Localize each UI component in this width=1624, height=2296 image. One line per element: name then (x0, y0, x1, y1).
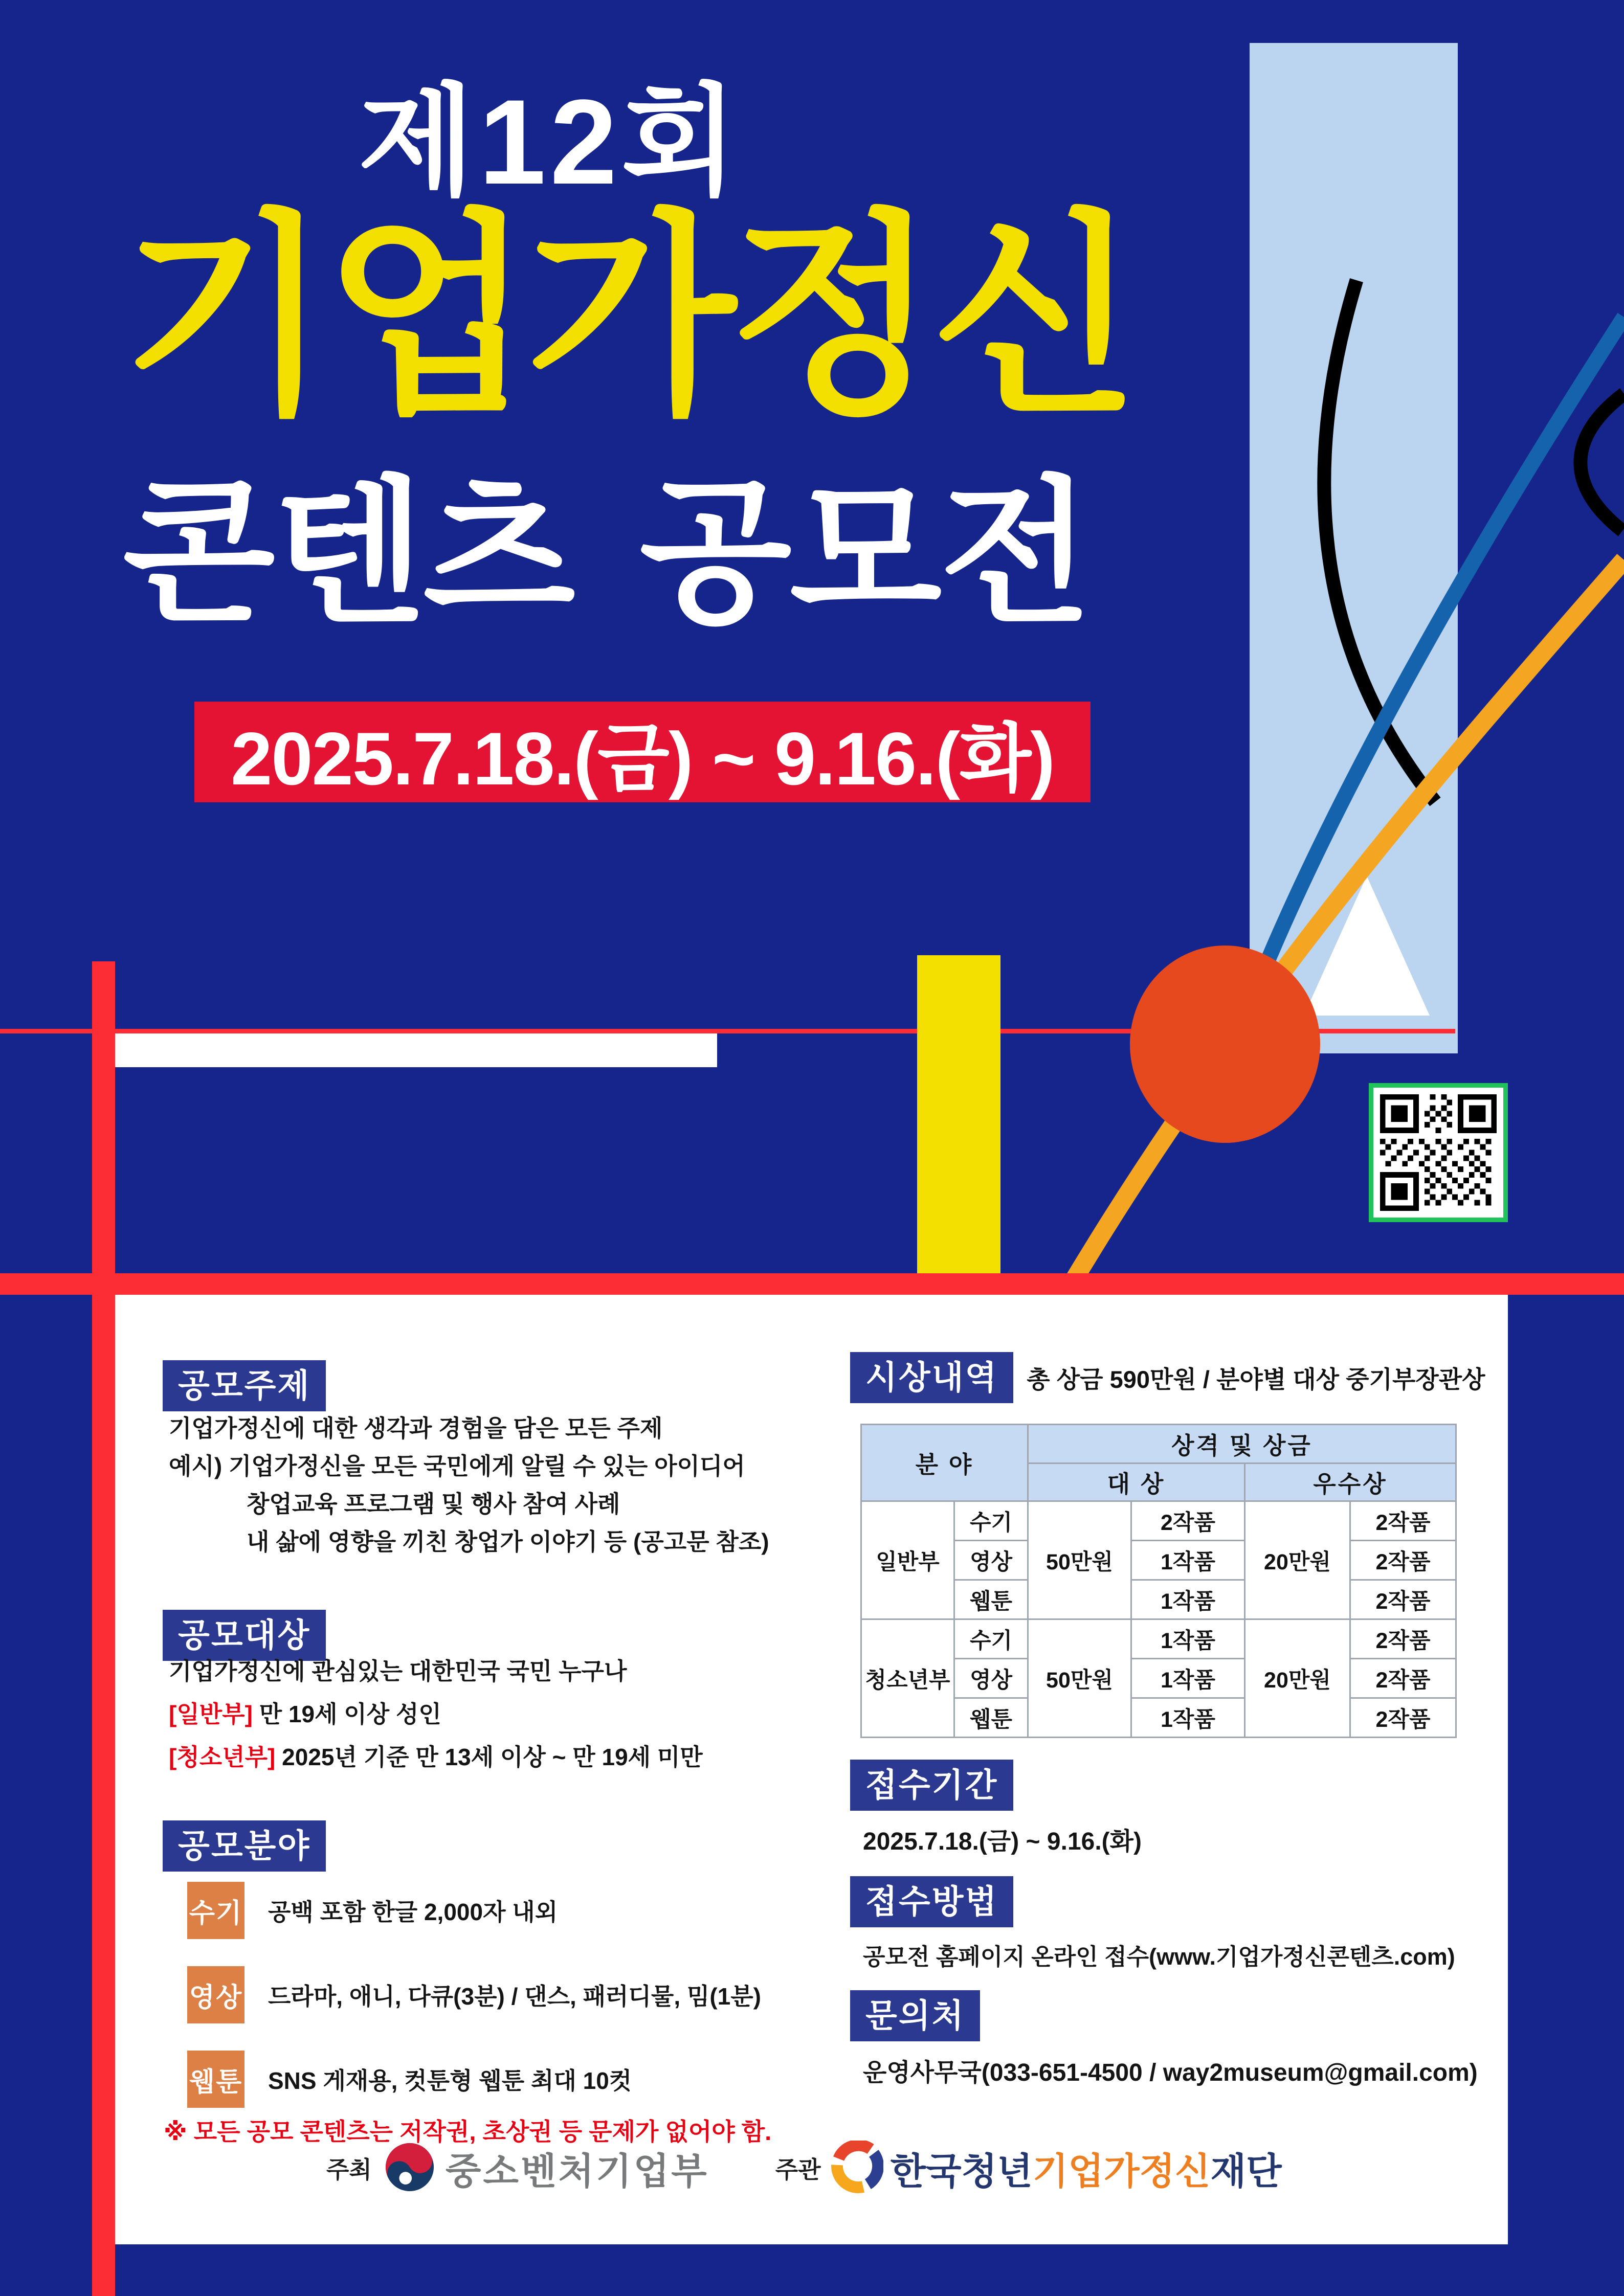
cell-category: 수기 (954, 1619, 1028, 1659)
section-eligibility-body (169, 1650, 703, 1779)
division-general: 일반부 (861, 1501, 954, 1619)
section-method-label: 접수방법 (850, 1876, 1013, 1927)
foundation-swirl-logo-icon (830, 2141, 883, 2196)
category-badge-webtoon: 웹툰 (187, 2051, 244, 2108)
awards-table (860, 1424, 1457, 1738)
division-youth: 청소년부 (861, 1619, 954, 1738)
theme-line: 창업교육 프로그램 및 행사 참여 사례 (247, 1491, 620, 1517)
organizer-name-part3: 재단 (1210, 2151, 1282, 2192)
col-division: 분 야 (861, 1425, 1028, 1501)
copyright-note: ※ 모든 공모 콘텐츠는 저작권, 초상권 등 문제가 없어야 함. (164, 2118, 772, 2145)
section-awards-header (850, 1352, 1485, 1403)
eligibility-line (169, 1693, 703, 1736)
theme-line: 기업가정신에 대한 생각과 경험을 담은 모든 주제 (169, 1415, 663, 1442)
eligibility-desc-general: 만 19세 이상 성인 (252, 1701, 441, 1727)
cell-grand-count: 1작품 (1131, 1659, 1245, 1698)
awards-table-header-row1 (861, 1425, 1456, 1464)
cell-exc-count: 2작품 (1350, 1698, 1456, 1738)
date-banner (194, 702, 1091, 802)
deco-white-bar (115, 1033, 717, 1067)
cell-category: 영상 (954, 1541, 1028, 1580)
section-eligibility-label: 공모대상 (163, 1610, 326, 1661)
section-contact-label: 문의처 (850, 1990, 980, 2041)
qr-code[interactable] (1369, 1083, 1508, 1222)
content-panel (115, 1295, 1508, 2244)
category-desc-essay: 공백 포함 한글 2,000자 내외 (268, 1899, 558, 1925)
gov-taegeuk-logo-icon (381, 2139, 438, 2198)
method-value: 공모전 홈페이지 온라인 접수(www.기업가정신콘텐츠.com) (863, 1944, 1455, 1970)
category-desc-webtoon: SNS 게재용, 컷툰형 웹툰 최대 10컷 (268, 2067, 632, 2094)
col-prize: 상격 및 상금 (1028, 1425, 1456, 1464)
eligibility-line: 기업가정신에 관심있는 대한민국 국민 누구나 (169, 1658, 627, 1684)
edition-title: 제12회 (358, 75, 742, 210)
col-grand: 대 상 (1028, 1464, 1245, 1501)
cell-grand-count: 1작품 (1131, 1541, 1245, 1580)
category-row-essay (187, 1882, 558, 1939)
theme-line: 내 삶에 영향을 끼친 창업가 이야기 등 (공고문 참조) (247, 1528, 769, 1555)
section-theme-label: 공모주제 (163, 1360, 326, 1411)
cell-category: 웹툰 (954, 1580, 1028, 1619)
cell-grand-count: 1작품 (1131, 1619, 1245, 1659)
deco-red-band (0, 1273, 1624, 1295)
cell-exc-count: 2작품 (1350, 1580, 1456, 1619)
cell-exc-count: 2작품 (1350, 1659, 1456, 1698)
cell-exc-amount: 20만원 (1245, 1619, 1350, 1738)
cell-grand-amount: 50만원 (1028, 1501, 1131, 1619)
footer-organizations (326, 2137, 1282, 2199)
eligibility-line (169, 1736, 703, 1779)
deco-red-circle (1130, 946, 1320, 1143)
category-row-webtoon (187, 2051, 632, 2108)
category-desc-video: 드라마, 애니, 다큐(3분) / 댄스, 패러디물, 밈(1분) (268, 1983, 761, 2010)
cell-grand-count: 1작품 (1131, 1580, 1245, 1619)
cell-grand-count: 1작품 (1131, 1698, 1245, 1738)
organizer-name-part1: 한국청년 (890, 2151, 1033, 2192)
section-theme-body (169, 1409, 769, 1561)
eligibility-tag-youth: [청소년부] (169, 1744, 276, 1770)
section-awards-label: 시상내역 (850, 1352, 1013, 1403)
cell-grand-count: 2작품 (1131, 1501, 1245, 1541)
col-excellence: 우수상 (1245, 1464, 1456, 1501)
theme-line: 예시) 기업가정신을 모든 국민에게 알릴 수 있는 아이디어 (169, 1453, 745, 1479)
cell-category: 수기 (954, 1501, 1028, 1541)
cell-exc-count: 2작품 (1350, 1619, 1456, 1659)
cell-exc-amount: 20만원 (1245, 1501, 1350, 1619)
main-title: 기업가정신 (122, 196, 1133, 438)
sub-title: 콘텐츠 공모전 (123, 465, 1090, 641)
section-period-label: 접수기간 (850, 1760, 1013, 1811)
awards-summary: 총 상금 590만원 / 분야별 대상 중기부장관상 (1027, 1365, 1485, 1393)
host-label: 주최 (326, 2156, 372, 2183)
organizer-name-part2: 기업가정신 (1032, 2151, 1211, 2192)
cell-grand-amount: 50만원 (1028, 1619, 1131, 1738)
host-name: 중소벤처기업부 (445, 2151, 709, 2192)
contact-value: 운영사무국(033-651-4500 / way2museum@gmail.com) (863, 2059, 1478, 2086)
table-row (861, 1501, 1456, 1541)
cell-exc-count: 2작품 (1350, 1501, 1456, 1541)
period-value: 2025.7.18.(금) ~ 9.16.(화) (863, 1828, 1142, 1855)
cell-category: 영상 (954, 1659, 1028, 1698)
deco-black-curve-right (1581, 394, 1624, 531)
section-categories-label: 공모분야 (163, 1820, 326, 1872)
date-banner-text: 2025.7.18.(금) ~ 9.16.(화) (231, 716, 1054, 800)
deco-red-vbar (92, 961, 115, 2296)
cell-exc-count: 2작품 (1350, 1541, 1456, 1580)
category-row-video (187, 1966, 761, 2023)
cell-category: 웹툰 (954, 1698, 1028, 1738)
eligibility-tag-general: [일반부] (169, 1701, 253, 1727)
eligibility-desc-youth: 2025년 기준 만 13세 이상 ~ 만 19세 미만 (275, 1744, 703, 1770)
organizer-label: 주관 (775, 2156, 821, 2183)
category-badge-essay: 수기 (187, 1882, 244, 1939)
category-badge-video: 영상 (187, 1966, 244, 2023)
deco-yellow-bar (917, 955, 1000, 1274)
table-row (861, 1619, 1456, 1659)
deco-lightblue-bar (1250, 43, 1458, 1053)
qr-code-icon (1369, 1083, 1508, 1222)
